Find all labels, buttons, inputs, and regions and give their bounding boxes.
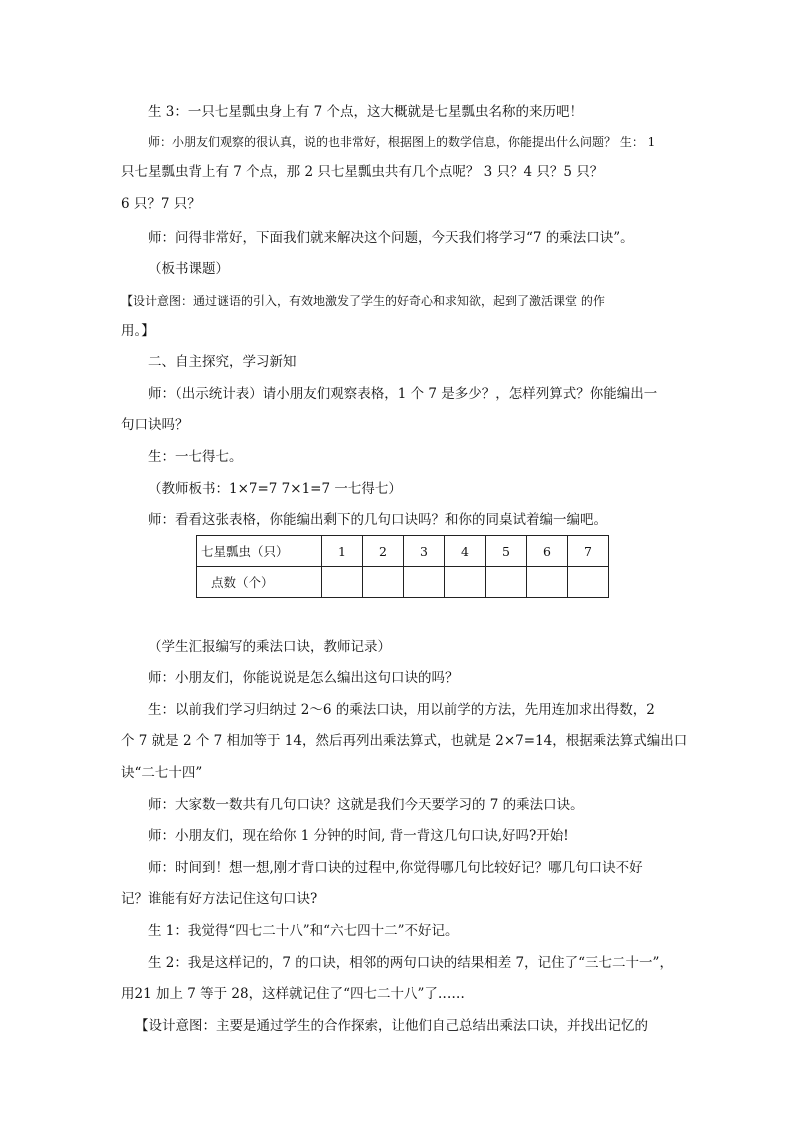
paragraph-student1: 生 1：我觉得“四七二十八”和“六七四十二”不好记。 (148, 923, 459, 939)
paragraph-student: 生：一七得七。 (148, 449, 243, 465)
table-cell (486, 567, 527, 598)
table-cell: 5 (486, 536, 527, 567)
paragraph-line: 记？谁能有好方法记住这句口诀? (121, 891, 318, 907)
paragraph-record: （学生汇报编写的乘法口诀，教师记录） (148, 639, 391, 655)
paragraph-line: 6 只？7 只？ (121, 196, 201, 212)
table-cell: 3 (404, 536, 445, 567)
paragraph-student3: 生 3：一只七星瓢虫身上有 7 个点，这大概就是七星瓢虫名称的来历吧！ (148, 104, 584, 120)
table-cell (322, 567, 363, 598)
paragraph-line: 诀“二七十四” (121, 765, 203, 781)
paragraph-line: 句口诀吗？ (121, 417, 189, 433)
paragraph-teacher: 师：小朋友们，现在给你 1 分钟的时间, 背一背这几句口诀,好吗?开始! (148, 828, 569, 844)
table-cell: 6 (527, 536, 568, 567)
table-row (197, 567, 609, 598)
table-cell: 1 (322, 536, 363, 567)
paragraph-teacher: 师：大家数一数共有几句口诀？这就是我们今天要学习的 7 的乘法口诀。 (148, 797, 584, 813)
table-cell: 4 (445, 536, 486, 567)
table-cell (445, 567, 486, 598)
table-cell: 2 (363, 536, 404, 567)
table-row-header: 点数（个） (197, 567, 322, 598)
paragraph-student2: 生 2：我是这样记的，7 的口诀，相邻的两句口诀的结果相差 7，记住了“三七二十一”， (148, 955, 673, 971)
paragraph-teacher: 师：时间到！想一想,刚才背口诀的过程中,你觉得哪几句比较好记？哪几句口诀不好 (148, 860, 643, 876)
paragraph-board: （教师板书：1×7=7 7×1=7 一七得七） (148, 481, 402, 497)
design-intent-1-end: 用。】 (121, 323, 155, 339)
design-intent-1: 【设计意图：通过谜语的引入，有效地激发了学生的好奇心和求知欲，起到了激活课堂 的作 (121, 294, 605, 308)
paragraph-line: 个 7 就是 2 个 7 相加等于 14，然后再列出乘法算式，也就是 2×7=14，根据乘法算式编出口 (121, 733, 688, 749)
paragraph-teacher: 师：小朋友们，你能说说是怎么编出这句口诀的吗？ (148, 670, 459, 686)
paragraph-teacher: 师：看看这张表格，你能编出剩下的几句口诀吗？和你的同桌试着编一编吧。 (148, 512, 607, 528)
table-row-header: 七星瓢虫（只） (197, 536, 322, 567)
paragraph-teacher: 师：（出示统计表）请小朋友们观察表格，1 个 7 是多少？，怎样列算式？你能编出一 (148, 386, 658, 402)
paragraph-teacher: 师：问得非常好，下面我们就来解决这个问题，今天我们将学习“7 的乘法口诀”。 (148, 230, 634, 246)
table-row (197, 536, 609, 567)
paragraph-student: 生：以前我们学习归纳过 2～6 的乘法口诀，用以前学的方法，先用连加求出得数，2 (148, 702, 655, 718)
ladybug-table (196, 535, 609, 598)
table-cell (527, 567, 568, 598)
paragraph-line: 只七星瓢虫背上有 7 个点，那 2 只七星瓢虫共有几个点呢？ 3 只？4 只？5 只？ (121, 164, 604, 180)
table-cell (363, 567, 404, 598)
section-heading: 二、自主探究，学习新知 (148, 354, 297, 370)
paragraph-line: 用21 加上 7 等于 28，这样就记住了“四七二十八”了…… (121, 986, 465, 1002)
table-cell (568, 567, 609, 598)
paragraph-teacher-question: 师：小朋友们观察的很认真，说的也非常好，根据图上的数学信息，你能提出什么问题？ 生： 1 (148, 135, 656, 149)
design-intent-2: 【设计意图：主要是通过学生的合作探索，让他们自己总结出乘法口诀，并找出记忆的 (135, 1018, 648, 1034)
paragraph-board-title: （板书课题） (148, 261, 229, 277)
table-cell (404, 567, 445, 598)
table-cell: 7 (568, 536, 609, 567)
